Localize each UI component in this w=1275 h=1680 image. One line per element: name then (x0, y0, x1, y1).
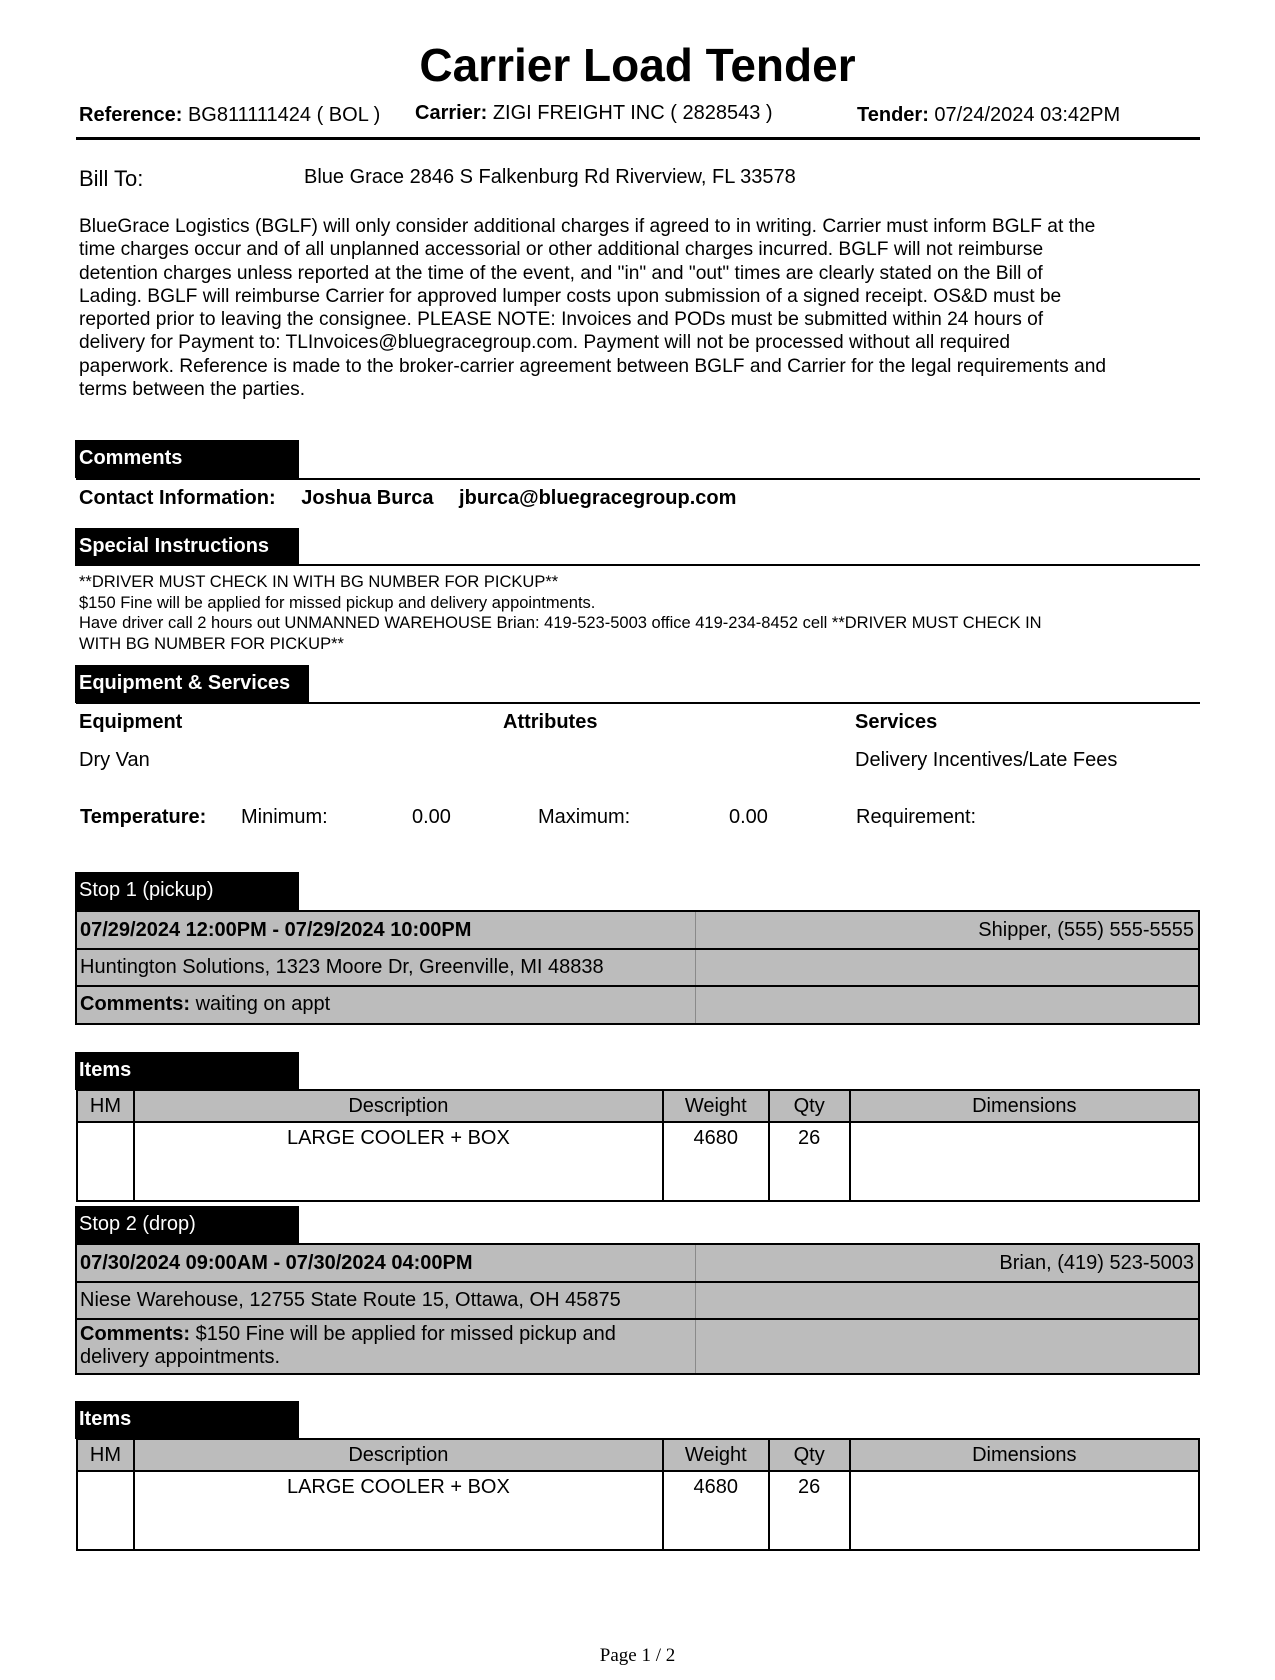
comments-section-tab: Comments (75, 440, 299, 478)
instruction-line: Have driver call 2 hours out UNMANNED WAREHOUSE Brian: 419-523-5003 office 419-234-8452 cell **DRIVER MUST CHECK IN (79, 614, 1042, 632)
terms-line: delivery for Payment to: TLInvoices@bluegracegroup.com. Payment will not be processed without all required (79, 332, 1010, 354)
stop-2-address-row (77, 1283, 1198, 1320)
reference-label: Reference: (79, 104, 183, 126)
stop-1-comments-label: Comments: (80, 993, 191, 1015)
equipment-services-tab: Equipment & Services (75, 665, 309, 703)
equipment-divider (76, 702, 1200, 704)
comments-divider (76, 478, 1200, 480)
tender-field (857, 104, 1120, 127)
column-header-weight: Weight (663, 1090, 769, 1122)
stop-1-contact: Shipper, (555) 555-5555 (978, 919, 1194, 941)
row-divider (695, 987, 696, 1023)
stop-1-address-row (77, 950, 1198, 987)
cell-hm (77, 1471, 134, 1550)
special-instructions-tab: Special Instructions (75, 528, 299, 566)
stop-1-address: Huntington Solutions, 1323 Moore Dr, Greenville, MI 48838 (80, 956, 604, 978)
stop-1-comments: waiting on appt (195, 993, 331, 1015)
page-number: Page 1 / 2 (599, 1645, 676, 1666)
items-2-tab: Items (75, 1401, 299, 1439)
page-title: Carrier Load Tender (419, 39, 856, 91)
row-divider (695, 1283, 696, 1318)
terms-line: time charges occur and of all unplanned accessorial or other additional charges incurred. BGLF will not reimburse (79, 239, 1044, 261)
bill-to-label: Bill To: (79, 166, 144, 191)
row-divider (695, 1245, 696, 1281)
terms-line: Lading. BGLF will reimburse Carrier for approved lumper costs upon submission of a signed receipt. OS&D must be (79, 285, 1062, 307)
tender-value: 07/24/2024 03:42PM (934, 104, 1121, 126)
carrier-label: Carrier: (415, 102, 488, 124)
stop-1-box (75, 910, 1200, 1025)
stop-2-comments-line: delivery appointments. (80, 1346, 281, 1368)
stop-2-tab: Stop 2 (drop) (75, 1206, 299, 1244)
contact-name: Joshua Burca (301, 487, 434, 509)
stop-2-box (75, 1243, 1200, 1375)
cell-dimensions (850, 1471, 1199, 1550)
instruction-line: $150 Fine will be applied for missed pickup and delivery appointments. (79, 593, 596, 612)
items-2-table (76, 1438, 1200, 1551)
column-header-description: Description (134, 1439, 663, 1471)
table-row (77, 1122, 1199, 1201)
cell-weight: 4680 (663, 1122, 769, 1201)
column-header-hm: HM (77, 1439, 134, 1471)
terms-line: terms between the parties. (79, 379, 306, 401)
column-header-weight: Weight (663, 1439, 769, 1471)
cell-qty: 26 (769, 1471, 850, 1550)
column-header-hm: HM (77, 1090, 134, 1122)
reference-field (79, 104, 380, 127)
stop-2-address: Niese Warehouse, 12755 State Route 15, Ottawa, OH 45875 (80, 1289, 621, 1311)
services-value: Delivery Incentives/Late Fees (855, 749, 1118, 771)
equipment-value: Dry Van (79, 749, 150, 771)
special-instructions-divider (76, 564, 1200, 566)
carrier-field (415, 102, 773, 125)
column-header-dimensions: Dimensions (850, 1090, 1199, 1122)
terms-paragraph (79, 215, 1204, 401)
stop-2-window-row (77, 1245, 1198, 1283)
items-1-tab: Items (75, 1052, 299, 1090)
requirement-label: Requirement: (856, 806, 977, 828)
row-divider (695, 950, 696, 985)
table-header-row (77, 1090, 1199, 1122)
stop-1-window: 07/29/2024 12:00PM - 07/29/2024 10:00PM (80, 919, 472, 941)
cell-weight: 4680 (663, 1471, 769, 1550)
cell-dimensions (850, 1122, 1199, 1201)
terms-line: BlueGrace Logistics (BGLF) will only consider additional charges if agreed to in writing. Carrier must inform BGLF at the (79, 216, 1096, 237)
column-header-qty: Qty (769, 1090, 850, 1122)
column-header-description: Description (134, 1090, 663, 1122)
column-header-qty: Qty (769, 1439, 850, 1471)
stop-2-contact: Brian, (419) 523-5003 (999, 1252, 1194, 1274)
contact-email: jburca@bluegracegroup.com (459, 487, 737, 509)
maximum-label: Maximum: (538, 806, 631, 828)
cell-qty: 26 (769, 1122, 850, 1201)
carrier-value: ZIGI FREIGHT INC ( 2828543 ) (492, 102, 773, 124)
maximum-value: 0.00 (729, 806, 768, 828)
services-heading: Services (855, 711, 938, 733)
minimum-value: 0.00 (412, 806, 451, 828)
instruction-line: **DRIVER MUST CHECK IN WITH BG NUMBER FOR PICKUP** (79, 573, 559, 591)
table-header-row (77, 1439, 1199, 1471)
tender-label: Tender: (857, 104, 929, 126)
minimum-label: Minimum: (241, 806, 328, 828)
attributes-heading: Attributes (503, 711, 598, 733)
terms-line: reported prior to leaving the consignee. PLEASE NOTE: Invoices and PODs must be submitted within 24 hours of (79, 309, 1044, 331)
instruction-line: WITH BG NUMBER FOR PICKUP** (79, 634, 344, 653)
header-divider (76, 137, 1200, 140)
special-instructions-text (79, 572, 1204, 654)
stop-1-tab: Stop 1 (pickup) (75, 872, 299, 910)
contact-label: Contact Information: (79, 487, 276, 509)
row-divider (695, 912, 696, 948)
table-row (77, 1471, 1199, 1550)
stop-2-comments-line: $150 Fine will be applied for missed pickup and (195, 1323, 616, 1345)
terms-line: detention charges unless reported at the time of the event, and "in" and "out" times are clearly stated on the Bill of (79, 262, 1043, 284)
cell-description: LARGE COOLER + BOX (134, 1122, 663, 1201)
terms-line: paperwork. Reference is made to the broker-carrier agreement between BGLF and Carrier for the legal requirements and (79, 355, 1107, 377)
bill-to-address: Blue Grace 2846 S Falkenburg Rd Riverview, FL 33578 (304, 166, 796, 188)
cell-description: LARGE COOLER + BOX (134, 1471, 663, 1550)
contact-information (79, 487, 756, 510)
row-divider (695, 1320, 696, 1373)
temperature-label: Temperature: (80, 806, 207, 828)
items-1-table (76, 1089, 1200, 1202)
stop-1-window-row (77, 912, 1198, 950)
equipment-heading: Equipment (79, 711, 183, 733)
stop-2-comments-row (77, 1320, 1198, 1373)
stop-2-window: 07/30/2024 09:00AM - 07/30/2024 04:00PM (80, 1252, 473, 1274)
reference-value: BG811111424 ( BOL ) (187, 104, 381, 126)
column-header-dimensions: Dimensions (850, 1439, 1199, 1471)
stop-1-comments-row (77, 987, 1198, 1023)
cell-hm (77, 1122, 134, 1201)
stop-2-comments-label: Comments: (80, 1323, 191, 1345)
